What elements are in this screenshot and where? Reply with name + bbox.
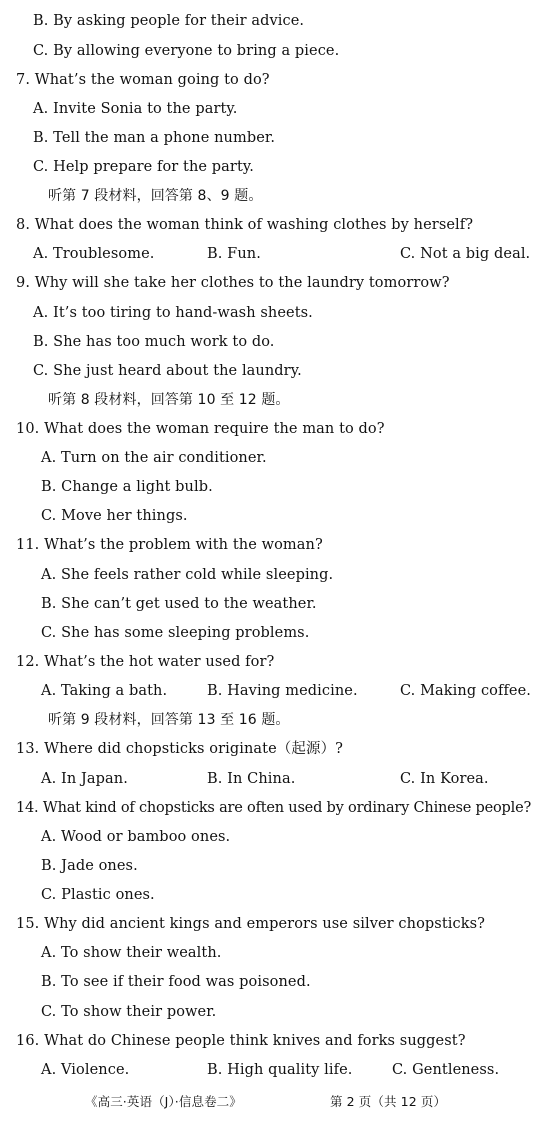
q13-option-b: B. In China. — [207, 771, 296, 787]
q7-option-c: C. Help prepare for the party. — [33, 159, 254, 175]
q14-option-b: B. Jade ones. — [41, 858, 138, 874]
question-13: 13. Where did chopsticks originate（起源）? — [16, 741, 344, 757]
q10-option-b: B. Change a light bulb. — [41, 479, 213, 495]
q16-option-a: A. Violence. — [41, 1062, 130, 1078]
q10-option-a: A. Turn on the air conditioner. — [41, 450, 267, 466]
q9-option-a: A. It’s too tiring to hand-wash sheets. — [33, 305, 313, 321]
q6-option-b: B. By asking people for their advice. — [33, 13, 305, 29]
q16-option-b: B. High quality life. — [207, 1062, 353, 1078]
footer-series-title: 《高三·英语（J）·信息卷二》 — [85, 1094, 242, 1109]
q16-option-c: C. Gentleness. — [392, 1062, 500, 1078]
q8-option-b: B. Fun. — [207, 246, 261, 262]
q13-option-a: A. In Japan. — [41, 771, 128, 787]
q7-option-a: A. Invite Sonia to the party. — [33, 101, 238, 117]
question-11: 11. What’s the problem with the woman? — [16, 537, 323, 553]
question-16: 16. What do Chinese people think knives and forks suggest? — [16, 1033, 466, 1049]
question-9: 9. Why will she take her clothes to the laundry tomorrow? — [16, 275, 450, 291]
q9-option-b: B. She has too much work to do. — [33, 334, 275, 350]
q7-option-b: B. Tell the man a phone number. — [33, 130, 276, 146]
q11-option-c: C. She has some sleeping problems. — [41, 625, 310, 641]
q14-option-c: C. Plastic ones. — [41, 887, 155, 903]
q12-option-b: B. Having medicine. — [207, 683, 358, 699]
section-instruction-8: 听第 8 段材料，回答第 10 至 12 题。 — [48, 392, 290, 408]
section-instruction-9: 听第 9 段材料，回答第 13 至 16 题。 — [48, 712, 290, 728]
question-12: 12. What’s the hot water used for? — [16, 654, 275, 670]
q11-option-b: B. She can’t get used to the weather. — [41, 596, 317, 612]
question-10: 10. What does the woman require the man to do? — [16, 421, 385, 437]
q13-option-c: C. In Korea. — [400, 771, 489, 787]
question-14: 14. What kind of chopsticks are often used by ordinary Chinese people? — [16, 800, 532, 816]
q9-option-c: C. She just heard about the laundry. — [33, 363, 302, 379]
q10-option-c: C. Move her things. — [41, 508, 188, 524]
q15-option-c: C. To show their power. — [41, 1004, 217, 1020]
question-7: 7. What’s the woman going to do? — [16, 72, 270, 88]
q8-option-c: C. Not a big deal. — [400, 246, 531, 262]
footer-page-number: 第 2 页（共 12 页） — [330, 1094, 447, 1109]
q12-option-c: C. Making coffee. — [400, 683, 531, 699]
q14-option-a: A. Wood or bamboo ones. — [41, 829, 231, 845]
q6-option-c: C. By allowing everyone to bring a piece. — [33, 43, 340, 59]
q12-option-a: A. Taking a bath. — [41, 683, 168, 699]
q15-option-a: A. To show their wealth. — [41, 945, 222, 961]
q8-option-a: A. Troublesome. — [33, 246, 155, 262]
question-8: 8. What does the woman think of washing clothes by herself? — [16, 217, 474, 233]
question-15: 15. Why did ancient kings and emperors use silver chopsticks? — [16, 916, 486, 932]
q11-option-a: A. She feels rather cold while sleeping. — [41, 567, 334, 583]
q15-option-b: B. To see if their food was poisoned. — [41, 974, 311, 990]
section-instruction-7: 听第 7 段材料，回答第 8、9 题。 — [48, 188, 263, 204]
